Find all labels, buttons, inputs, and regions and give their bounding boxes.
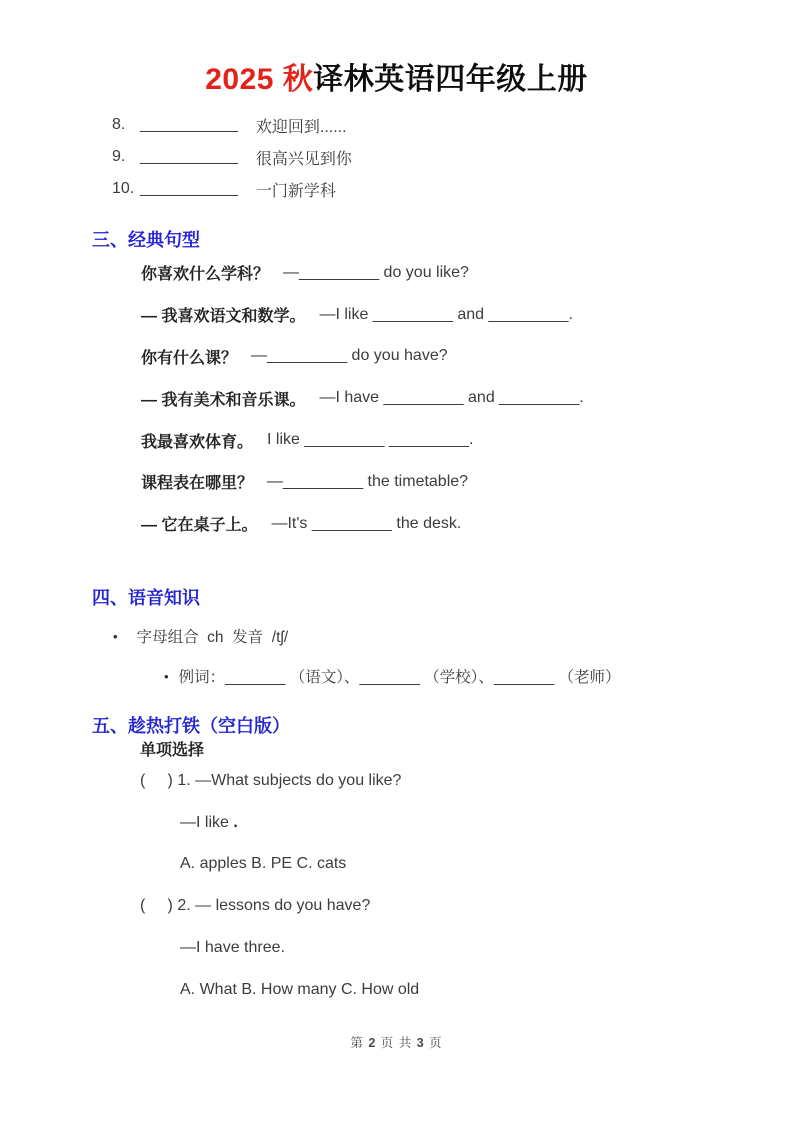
vocab-item-9 [112,141,352,173]
sentence-line [141,377,584,419]
english-blank-sentence: —_________ do you have? [251,347,448,365]
item-chinese-label: 欢迎回到...... [255,118,347,136]
question-options: A. apples B. PE C. cats [180,855,347,873]
english-blank-sentence: —I like _________ and _________. [319,305,573,323]
answer-text: —I have three. [180,939,285,957]
question-options: A. What B. How many C. How old [180,980,420,998]
sentence-line [141,461,584,503]
footer-text: 第 [350,1036,369,1050]
item-chinese-label: 一门新学科 [255,182,336,200]
title-year-part: 2025 秋 [205,63,314,96]
page-title [0,54,793,98]
chinese-prompt: 你有什么课？ [141,349,238,367]
question-block [140,760,419,1011]
footer-text: 页 [424,1036,443,1050]
item-number: 9. [112,148,126,165]
phonics-rule-text: 字母组合 ch 发音 /tʃ/ [136,629,289,646]
vocab-item-8 [112,109,352,141]
answer-text: —I like [180,813,229,831]
item-number: 8. [112,116,126,133]
phonics-rule-bullet [113,624,288,648]
section-three-lines [141,252,584,545]
item-chinese-label: 很高兴见到你 [255,150,352,168]
item-number: 10. [112,180,135,197]
chinese-prompt: — 我喜欢语文和数学。 [141,308,306,326]
chinese-prompt: — 它在桌子上。 [141,517,258,535]
english-blank-sentence: —_________ do you like? [283,263,469,281]
english-blank-sentence: —It's _________ the desk. [271,514,462,532]
current-page-number: 2 [368,1036,377,1050]
fill-blank: ___________ [140,180,238,197]
page-number-footer [0,1033,793,1051]
english-blank-sentence: —_________ the timetable? [267,472,469,490]
sentence-line [141,503,584,545]
sentence-line [141,294,584,336]
question-answer-line [140,927,419,969]
question-stem: ( ) 2. — lessons do you have? [140,897,371,915]
bullet-icon: • [164,668,169,684]
section-three-heading: 三、经典句型 [92,230,200,250]
multiple-choice-label: 单项选择 [140,742,205,759]
sentence-line [141,252,584,294]
english-blank-sentence: —I have _________ and _________. [319,389,584,407]
vocab-item-10 [112,173,352,205]
section-four-heading: 四、语音知识 [92,588,200,608]
sentence-line [141,419,584,461]
footer-text: 页 共 [376,1036,417,1050]
vocab-list [112,109,352,205]
total-page-number: 3 [416,1036,425,1050]
chinese-prompt: — 我有美术和音乐课。 [141,391,306,409]
sentence-line [141,336,584,378]
chinese-prompt: 我最喜欢体育。 [141,433,254,451]
question-stem: ( ) 1. —What subjects do you like? [140,771,402,789]
question-answer-line [140,802,419,844]
section-five-heading: 五、趁热打铁（空白版） [92,716,290,736]
fill-blank: ___________ [140,148,238,165]
phonics-examples-bullet [164,664,621,688]
english-blank-sentence: I like _________ _________. [267,431,474,449]
answer-period: . [228,813,238,831]
bullet-icon: • [113,628,118,644]
phonics-examples-text: 例词：_______ （语文）、_______ （学校）、_______ （老师） [178,669,621,686]
chinese-prompt: 课程表在哪里？ [141,475,254,493]
title-book-part: 译林英语四年级上册 [313,63,588,96]
chinese-prompt: 你喜欢什么学科？ [141,266,270,284]
fill-blank: ___________ [140,116,238,133]
